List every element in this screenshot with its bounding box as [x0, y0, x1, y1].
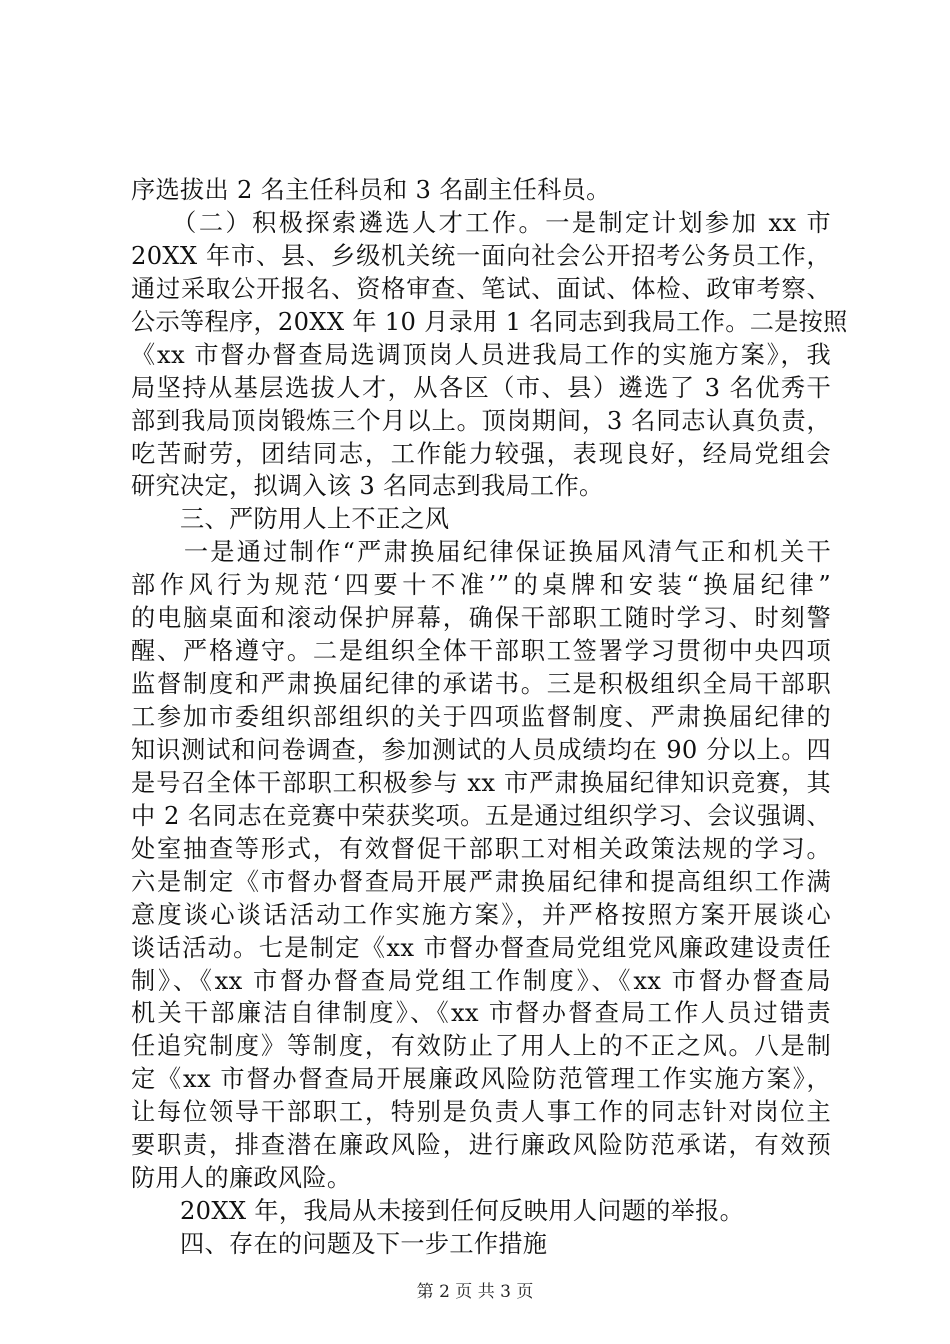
- text-line: 公示等程序，20XX 年 10 月录用 1 名同志到我局工作。二是按照: [131, 308, 848, 336]
- text-line: 六是制定《市督办督查局开展严肃换届纪律和提高组织工作满: [131, 868, 831, 896]
- text-line: 通过采取公开报名、资格审查、笔试、面试、体检、政审考察、: [131, 275, 831, 303]
- text-line: 研究决定，拟调入该 3 名同志到我局工作。: [131, 472, 604, 500]
- text-line: 醒、严格遵守。二是组织全体干部职工签署学习贯彻中央四项: [131, 637, 831, 665]
- text-line: 制》、《xx 市督办督查局党组工作制度》、《xx 市督办督查局: [131, 967, 831, 995]
- text-line: 工参加市委组织部组织的关于四项监督制度、严肃换届纪律的: [131, 703, 831, 731]
- section-heading: 四、存在的问题及下一步工作措施: [131, 1230, 548, 1258]
- text-line: 局坚持从基层选拔人才，从各区（市、县）遴选了 3 名优秀干: [131, 374, 831, 402]
- text-line: 中 2 名同志在竞赛中荣获奖项。五是通过组织学习、会议强调、: [131, 802, 831, 830]
- text-line: 意度谈心谈话活动工作实施方案》，并严格按照方案开展谈心: [131, 901, 831, 929]
- text-line: 定《xx 市督办督查局开展廉政风险防范管理工作实施方案》，: [131, 1065, 831, 1093]
- text-line: 一是通过制作“严肃换届纪律保证换届风清气正和机关干: [131, 538, 831, 566]
- text-line: 让每位领导干部职工，特别是负责人事工作的同志针对岗位主: [131, 1098, 831, 1126]
- text-line: 知识测试和问卷调查，参加测试的人员成绩均在 90 分以上。四: [131, 736, 831, 764]
- text-line: 谈话活动。七是制定《xx 市督办督查局党组党风廉政建设责任: [131, 934, 831, 962]
- text-line: 20XX 年市、县、乡级机关统一面向社会公开招考公务员工作，: [131, 242, 831, 270]
- text-line: 序选拔出 2 名主任科员和 3 名副主任科员。: [131, 176, 611, 204]
- text-line: 监督制度和严肃换届纪律的承诺书。三是积极组织全局干部职: [131, 670, 831, 698]
- text-line: 的电脑桌面和滚动保护屏幕，确保干部职工随时学习、时刻警: [131, 604, 831, 632]
- text-line: 是号召全体干部职工积极参与 xx 市严肃换届纪律知识竞赛，其: [131, 769, 831, 797]
- text-line: 处室抽查等形式，有效督促干部职工对相关政策法规的学习。: [131, 835, 831, 863]
- text-line: 《xx 市督办督查局选调顶岗人员进我局工作的实施方案》，我: [131, 341, 831, 369]
- text-line: 防用人的廉政风险。: [131, 1164, 352, 1192]
- text-line: （二）积极探索遴选人才工作。一是制定计划参加 xx 市: [131, 209, 831, 237]
- text-line: 部到我局顶岗锻炼三个月以上。顶岗期间，3 名同志认真负责，: [131, 407, 831, 435]
- text-line: 20XX 年，我局从未接到任何反映用人问题的举报。: [131, 1197, 745, 1225]
- text-line: 部作风行为规范‘四要十不准’”的桌牌和安装“换届纪律”: [131, 571, 831, 599]
- text-line: 任追究制度》等制度，有效防止了用人上的不正之风。八是制: [131, 1032, 831, 1060]
- page-footer: 第 2 页 共 3 页: [416, 1282, 534, 1302]
- text-line: 要职责，排查潜在廉政风险，进行廉政风险防范承诺，有效预: [131, 1131, 831, 1159]
- section-heading: 三、严防用人上不正之风: [131, 505, 450, 533]
- text-line: 机关干部廉洁自律制度》、《xx 市督办督查局工作人员过错责: [131, 999, 831, 1027]
- text-line: 吃苦耐劳，团结同志，工作能力较强，表现良好，经局党组会: [131, 440, 831, 468]
